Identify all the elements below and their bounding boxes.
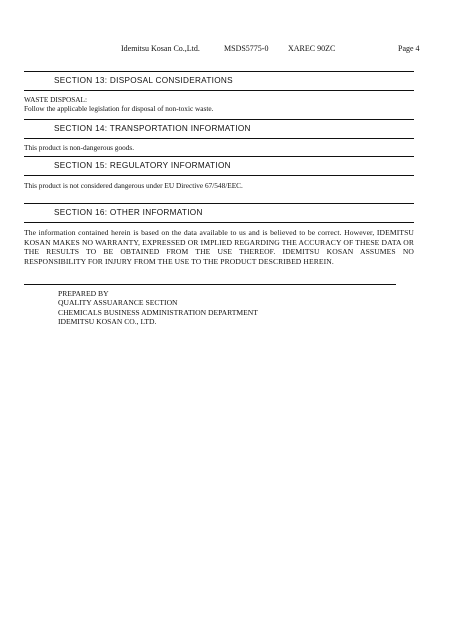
section-13-bottom-rule bbox=[24, 90, 414, 91]
section-14-bottom-rule bbox=[24, 138, 414, 139]
section-15-title: SECTION 15: REGULATORY INFORMATION bbox=[54, 161, 231, 170]
section-13-title: SECTION 13: DISPOSAL CONSIDERATIONS bbox=[54, 76, 233, 85]
header-msds-number: MSDS5775-0 bbox=[224, 44, 269, 53]
section-16-title: SECTION 16: OTHER INFORMATION bbox=[54, 208, 203, 217]
header-page-number: Page 4 bbox=[398, 44, 420, 53]
section-15-bottom-rule bbox=[24, 175, 414, 176]
prepared-section: QUALITY ASSUARANCE SECTION bbox=[58, 298, 178, 308]
prepared-by-block bbox=[58, 289, 258, 327]
section-14-title: SECTION 14: TRANSPORTATION INFORMATION bbox=[54, 124, 251, 133]
section-13-text: Follow the applicable legislation for disposal of non-toxic waste. bbox=[24, 104, 214, 113]
header-company: Idemitsu Kosan Co.,Ltd. bbox=[121, 44, 200, 53]
section-16-top-rule bbox=[24, 203, 414, 204]
header-product: XAREC 90ZC bbox=[288, 44, 336, 53]
section-13-top-rule bbox=[24, 71, 414, 72]
prepared-company: IDEMITSU KOSAN CO., LTD. bbox=[58, 317, 157, 327]
section-16-end-rule bbox=[24, 284, 396, 285]
section-13-label: WASTE DISPOSAL: bbox=[24, 95, 88, 104]
section-15-text: This product is not considered dangerous under EU Directive 67/548/EEC. bbox=[24, 181, 243, 190]
section-16-text: The information contained herein is based on the data available to us and is believed to be correct. However, IDEMITSU KOSAN MAKES NO WARRANTY, EXPRESSED OR IMPLIED REGARDING THE ACCURACY OF THESE DATA OR THE RESULTS TO BE OBTAINED FROM THE USE THEREOF. IDEMITSU KOSAN ASSUMES NO RESPONSIBILITY FOR INJURY FROM THE USE TO THE PRODUCT DESCRIBED HEREIN. bbox=[24, 228, 414, 266]
prepared-by-label: PREPARED BY bbox=[58, 289, 109, 298]
section-14-top-rule bbox=[24, 119, 414, 120]
section-15-top-rule bbox=[24, 156, 414, 157]
section-16-bottom-rule bbox=[24, 222, 414, 223]
section-14-text: This product is non-dangerous goods. bbox=[24, 143, 135, 152]
prepared-department: CHEMICALS BUSINESS ADMINISTRATION DEPARTMENT bbox=[58, 307, 258, 317]
